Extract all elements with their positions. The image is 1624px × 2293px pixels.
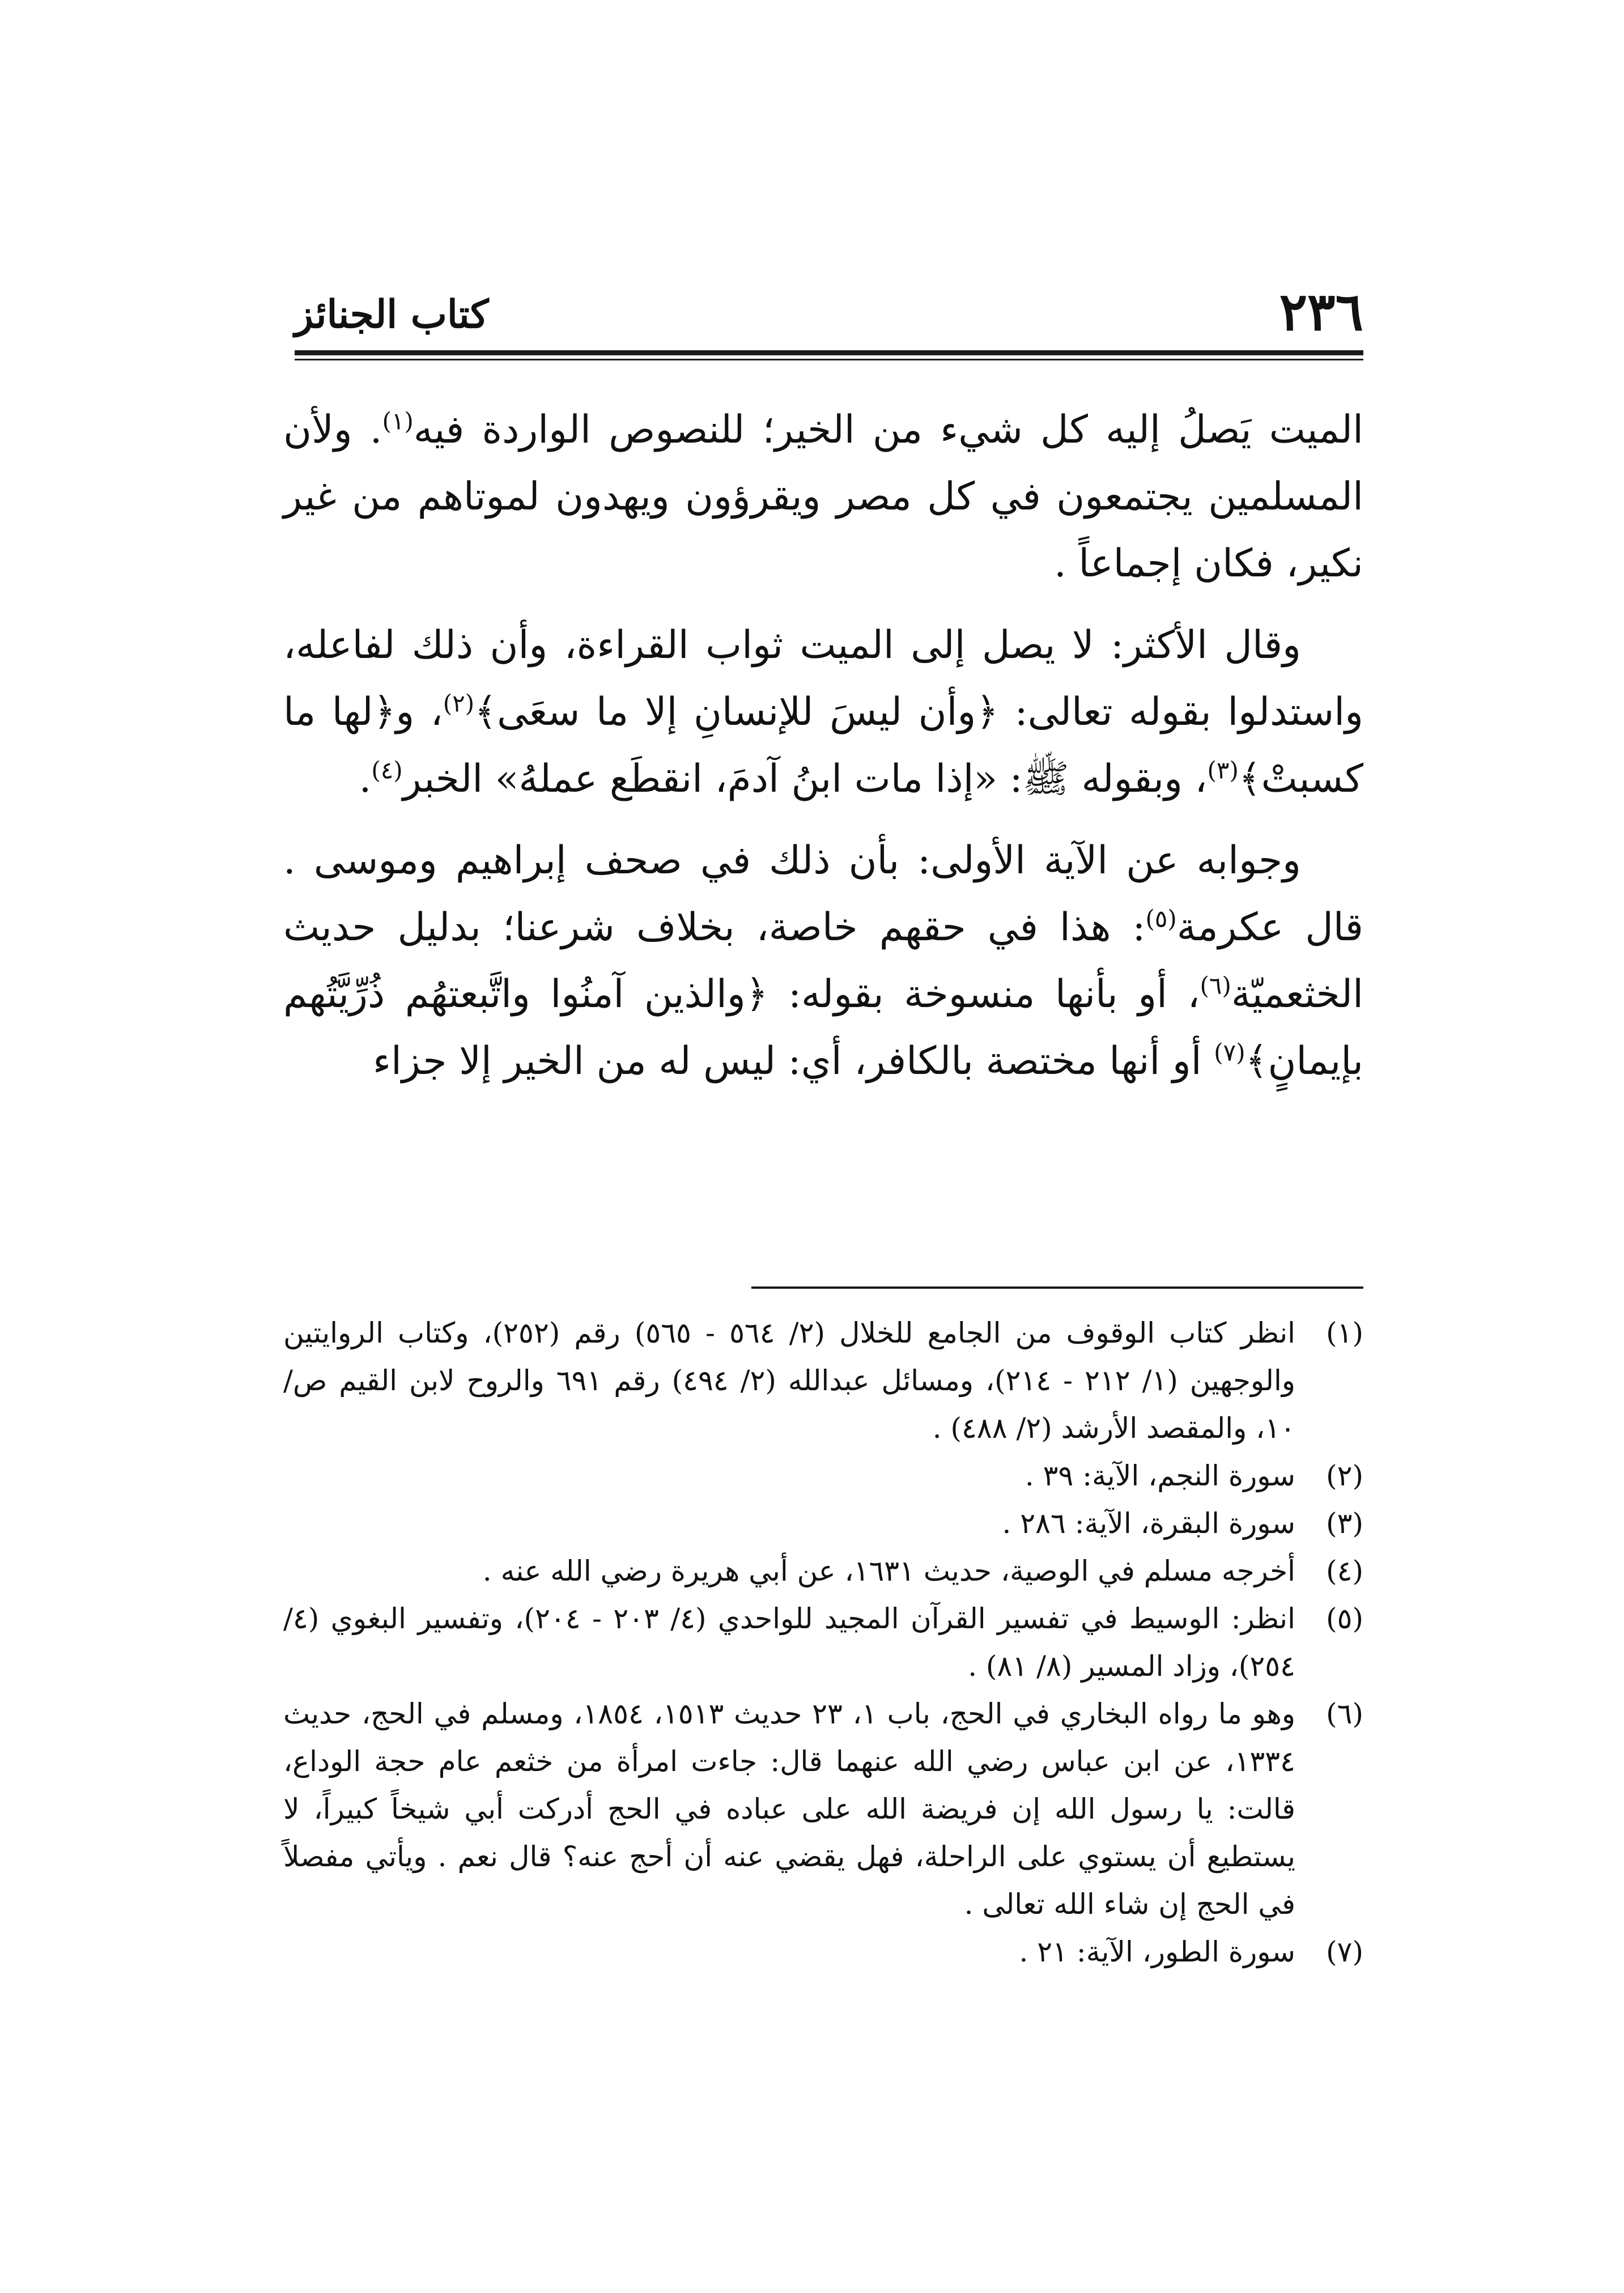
footnote-ref: (١) (382, 407, 414, 435)
footnote (283, 1452, 1363, 1500)
footnote-number: (٤) (1326, 1555, 1363, 1587)
footnote-ref: (٧) (1214, 1038, 1245, 1067)
paragraph-2: وقال الأكثر: لا يصل إلى الميت ثواب القراءة، وأن ذلك لفاعله، واستدلوا بقوله تعالى: ﴿وأن ليسَ للإنسانِ إلا ما سعَى﴾$^{(٢)}$، و﴿لها ما كسبتْ﴾$^{(٣)}$، وبقوله ﷺ: «إذا مات ابنُ آدمَ، انقطَع عملهُ» الخبر$^{(٤)}$. (283, 623, 1363, 801)
footnote-text: سورة النجم، الآية: ٣٩ . (1024, 1459, 1295, 1492)
header-rule-thick (295, 350, 1363, 355)
footnote-text: انظر: الوسيط في تفسير القرآن المجيد للواحدي (٤/ ٢٠٣ - ٢٠٤)، وتفسير البغوي (٤/ ٢٥٤)، وزاد المسير (٨/ ٨١) . (283, 1602, 1295, 1683)
footnote-ref: (٤) (371, 756, 403, 784)
paragraph-3: وجوابه عن الآية الأولى: بأن ذلك في صحف إبراهيم وموسى . قال عكرمة$^{(٥)}$: هذا في حقهم خاصة، بخلاف شرعنا؛ بدليل حديث الخثعميّة$^{(٦)}$، أو بأنها منسوخة بقوله: ﴿والذين آمنُوا واتَّبعتهُم ذُرِّيَّتُهم بإيمانٍ﴾$^{(٧)}$ أو أنها مختصة بالكافر، أي: ليس له من الخير إلا جزاء (283, 838, 1364, 1084)
page-number: ٢٣٦ (1279, 281, 1363, 342)
footnote (283, 1690, 1363, 1928)
footnote-ref: (٥) (1145, 905, 1177, 933)
footnote-text: سورة البقرة، الآية: ٢٨٦ . (1002, 1507, 1295, 1540)
footnote-text: أخرجه مسلم في الوصية، حديث ١٦٣١، عن أبي هريرة رضي الله عنه . (482, 1555, 1295, 1587)
footnote-ref: (٢) (443, 689, 475, 717)
footnote (283, 1309, 1363, 1452)
footnote-number: (٥) (1326, 1602, 1363, 1635)
page-header (295, 283, 1363, 346)
footnote-number: (١) (1326, 1317, 1363, 1349)
main-text (283, 397, 1363, 1110)
footnote (283, 1547, 1363, 1595)
footnote (283, 1595, 1363, 1690)
footnote-ref: (٦) (1200, 971, 1231, 1000)
running-title: كتاب الجنائز (295, 292, 489, 337)
footnote-number: (٢) (1326, 1459, 1363, 1492)
header-rule-thin (295, 359, 1363, 360)
footnote (283, 1928, 1363, 1976)
footnote-text: وهو ما رواه البخاري في الحج، باب ١، ٢٣ حديث ١٥١٣، ١٨٥٤، ومسلم في الحج، حديث ١٣٣٤، عن ابن عباس رضي الله عنهما قال: جاءت امرأة من خثعم عام حجة الوداع، قالت: يا رسول الله إن فريضة الله على عباده في الحج أدركت أبي شيخاً كبيراً، لا يستطيع أن يستوي على الراحلة، فهل يقضي عنه أن أحج عنه؟ قال نعم . ويأتي مفصلاً في الحج إن شاء الله تعالى . (283, 1697, 1296, 1921)
footnote-text: سورة الطور، الآية: ٢١ . (1019, 1935, 1295, 1968)
footnote (283, 1500, 1363, 1547)
footnote-ref: (٣) (1207, 756, 1239, 784)
footnote-separator (751, 1286, 1363, 1289)
footnote-number: (٧) (1326, 1935, 1363, 1968)
footnote-text: انظر كتاب الوقوف من الجامع للخلال (٢/ ٥٦٤ - ٥٦٥) رقم (٢٥٢)، وكتاب الروايتين والوجهين (١/ ٢١٢ - ٢١٤)، ومسائل عبدالله (٢/ ٤٩٤) رقم ٦٩١ والروح لابن القيم ص/ ١٠، والمقصد الأرشد (٢/ ٤٨٨) . (283, 1317, 1296, 1445)
footnote-number: (٦) (1326, 1697, 1363, 1730)
paragraph-1: الميت يَصلُ إليه كل شيء من الخير؛ للنصوص الواردة فيه$^{(١)}$. ولأن المسلمين يجتمعون في كل مصر ويقرؤون ويهدون لموتاهم من غير نكير، فكان إجماعاً . (283, 407, 1364, 586)
footnote-number: (٣) (1326, 1507, 1363, 1540)
footnotes (283, 1309, 1363, 1976)
